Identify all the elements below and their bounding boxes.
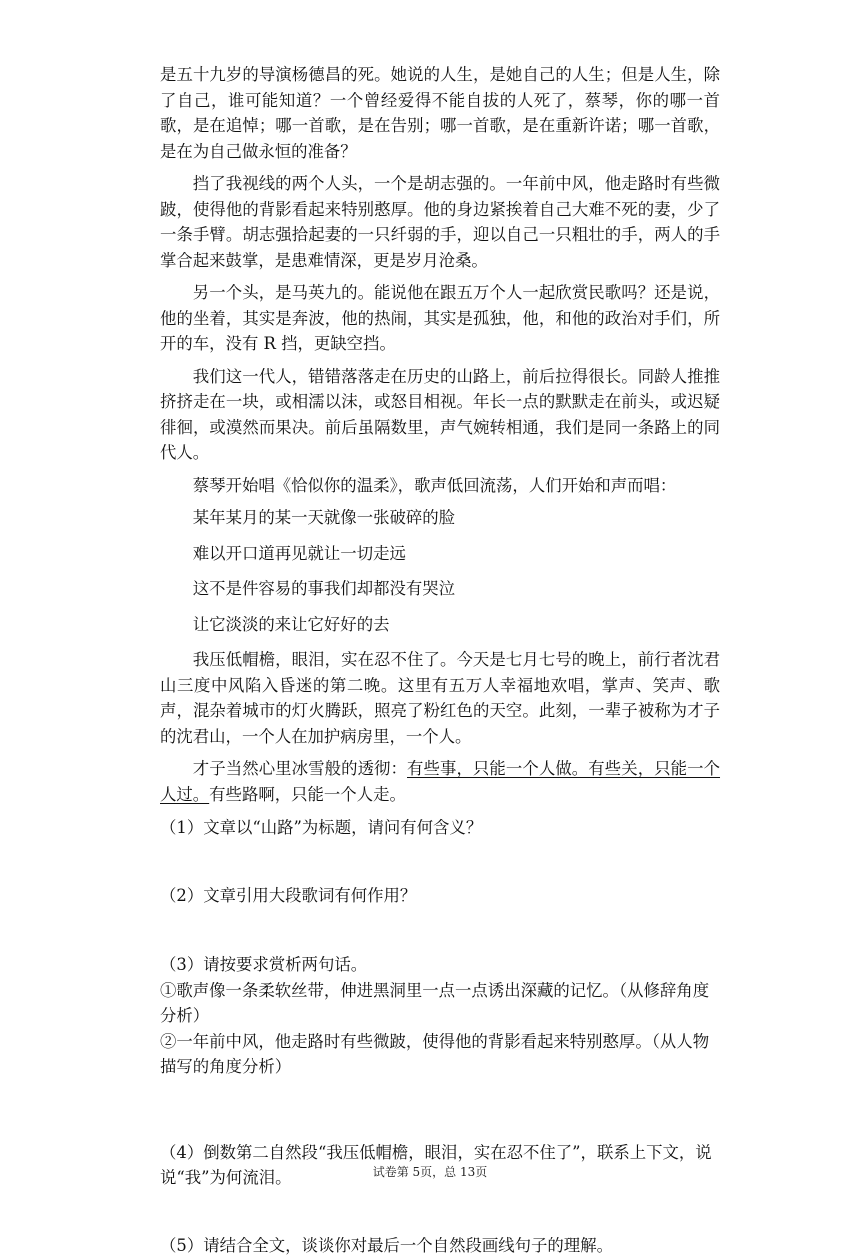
page-footer: 试卷第 5页，总 13页 — [0, 1163, 860, 1180]
passage-paragraph-7 — [160, 756, 720, 807]
passage-paragraph-3: 另一个头，是马英九的。能说他在跟五万个人一起欣赏民歌吗？还是说，他的坐着，其实是奔波，他的热闹，其实是孤独，他，和他的政治对手们，所开的车，没有 R 挡，更缺空挡。 — [160, 280, 720, 357]
passage-paragraph-4: 我们这一代人，错错落落走在历史的山路上，前后拉得很长。同龄人推推挤挤走在一块，或相濡以沫，或怒目相视。年长一点的默默走在前头，或迟疑徘徊，或漠然而果决。前后虽隔数里，声气婉转相通，我们是同一条路上的同代人。 — [160, 364, 720, 466]
question-5: （5）请结合全文，谈谈你对最后一个自然段画线句子的理解。 — [160, 1233, 720, 1258]
question-3: （3）请按要求赏析两句话。 — [160, 952, 720, 978]
question-4: （4）倒数第二自然段“我压低帽檐，眼泪，实在忍不住了”，联系上下文，说说“我”为何流泪。 — [160, 1140, 720, 1191]
final-paragraph-lead: 才子当然心里冰雪般的透彻： — [193, 759, 407, 778]
question-3-item-a: ①歌声像一条柔软丝带，伸进黑洞里一点一点诱出深藏的记忆。（从修辞角度分析） — [160, 978, 720, 1029]
answer-space-4 — [160, 1191, 720, 1233]
lyric-line-3: 这不是件容易的事我们却都没有哭泣 — [160, 576, 720, 602]
passage-paragraph-5: 蔡琴开始唱《恰似你的温柔》，歌声低回流荡，人们开始和声而唱： — [160, 473, 720, 499]
answer-space-2 — [160, 908, 720, 952]
answer-space-3 — [160, 1080, 720, 1140]
lyric-line-4: 让它淡淡的来让它好好的去 — [160, 612, 720, 638]
underlined-sentence: 有些事，只能一个人做。有些关，只能一个人过。 — [160, 759, 720, 804]
final-paragraph-tail: 有些路啊，只能一个人走。 — [209, 785, 406, 804]
lyric-line-1: 某年某月的某一天就像一张破碎的脸 — [160, 505, 720, 531]
passage-paragraph-1: 是五十九岁的导演杨德昌的死。她说的人生，是她自己的人生；但是人生，除了自己，谁可能知道？一个曾经爱得不能自拔的人死了，蔡琴，你的哪一首歌，是在追悼；哪一首歌，是在告别；哪一首歌，是在重新许诺；哪一首歌，是在为自己做永恒的准备？ — [160, 62, 720, 164]
question-2: （2）文章引用大段歌词有何作用？ — [160, 883, 720, 909]
answer-space-1 — [160, 841, 720, 883]
passage-paragraph-2: 挡了我视线的两个人头，一个是胡志强的。一年前中风，他走路时有些微跛，使得他的背影看起来特别憨厚。他的身边紧挨着自己大难不死的妻，少了一条手臂。胡志强拾起妻的一只纤弱的手，迎以自己一只粗壮的手，两人的手掌合起来鼓掌，是患难情深，更是岁月沧桑。 — [160, 171, 720, 273]
lyric-line-2: 难以开口道再见就让一切走远 — [160, 541, 720, 567]
page-content — [160, 62, 720, 1258]
passage-paragraph-6: 我压低帽檐，眼泪，实在忍不住了。今天是七月七号的晚上，前行者沈君山三度中风陷入昏迷的第二晚。这里有五万人幸福地欢唱，掌声、笑声、歌声，混杂着城市的灯火腾跃，照亮了粉红色的天空。此刻，一辈子被称为才子的沈君山，一个人在加护病房里，一个人。 — [160, 647, 720, 749]
question-1: （1）文章以“山路”为标题，请问有何含义？ — [160, 815, 720, 841]
question-3-item-b: ②一年前中风，他走路时有些微跛，使得他的背影看起来特别憨厚。（从人物描写的角度分析） — [160, 1029, 720, 1080]
